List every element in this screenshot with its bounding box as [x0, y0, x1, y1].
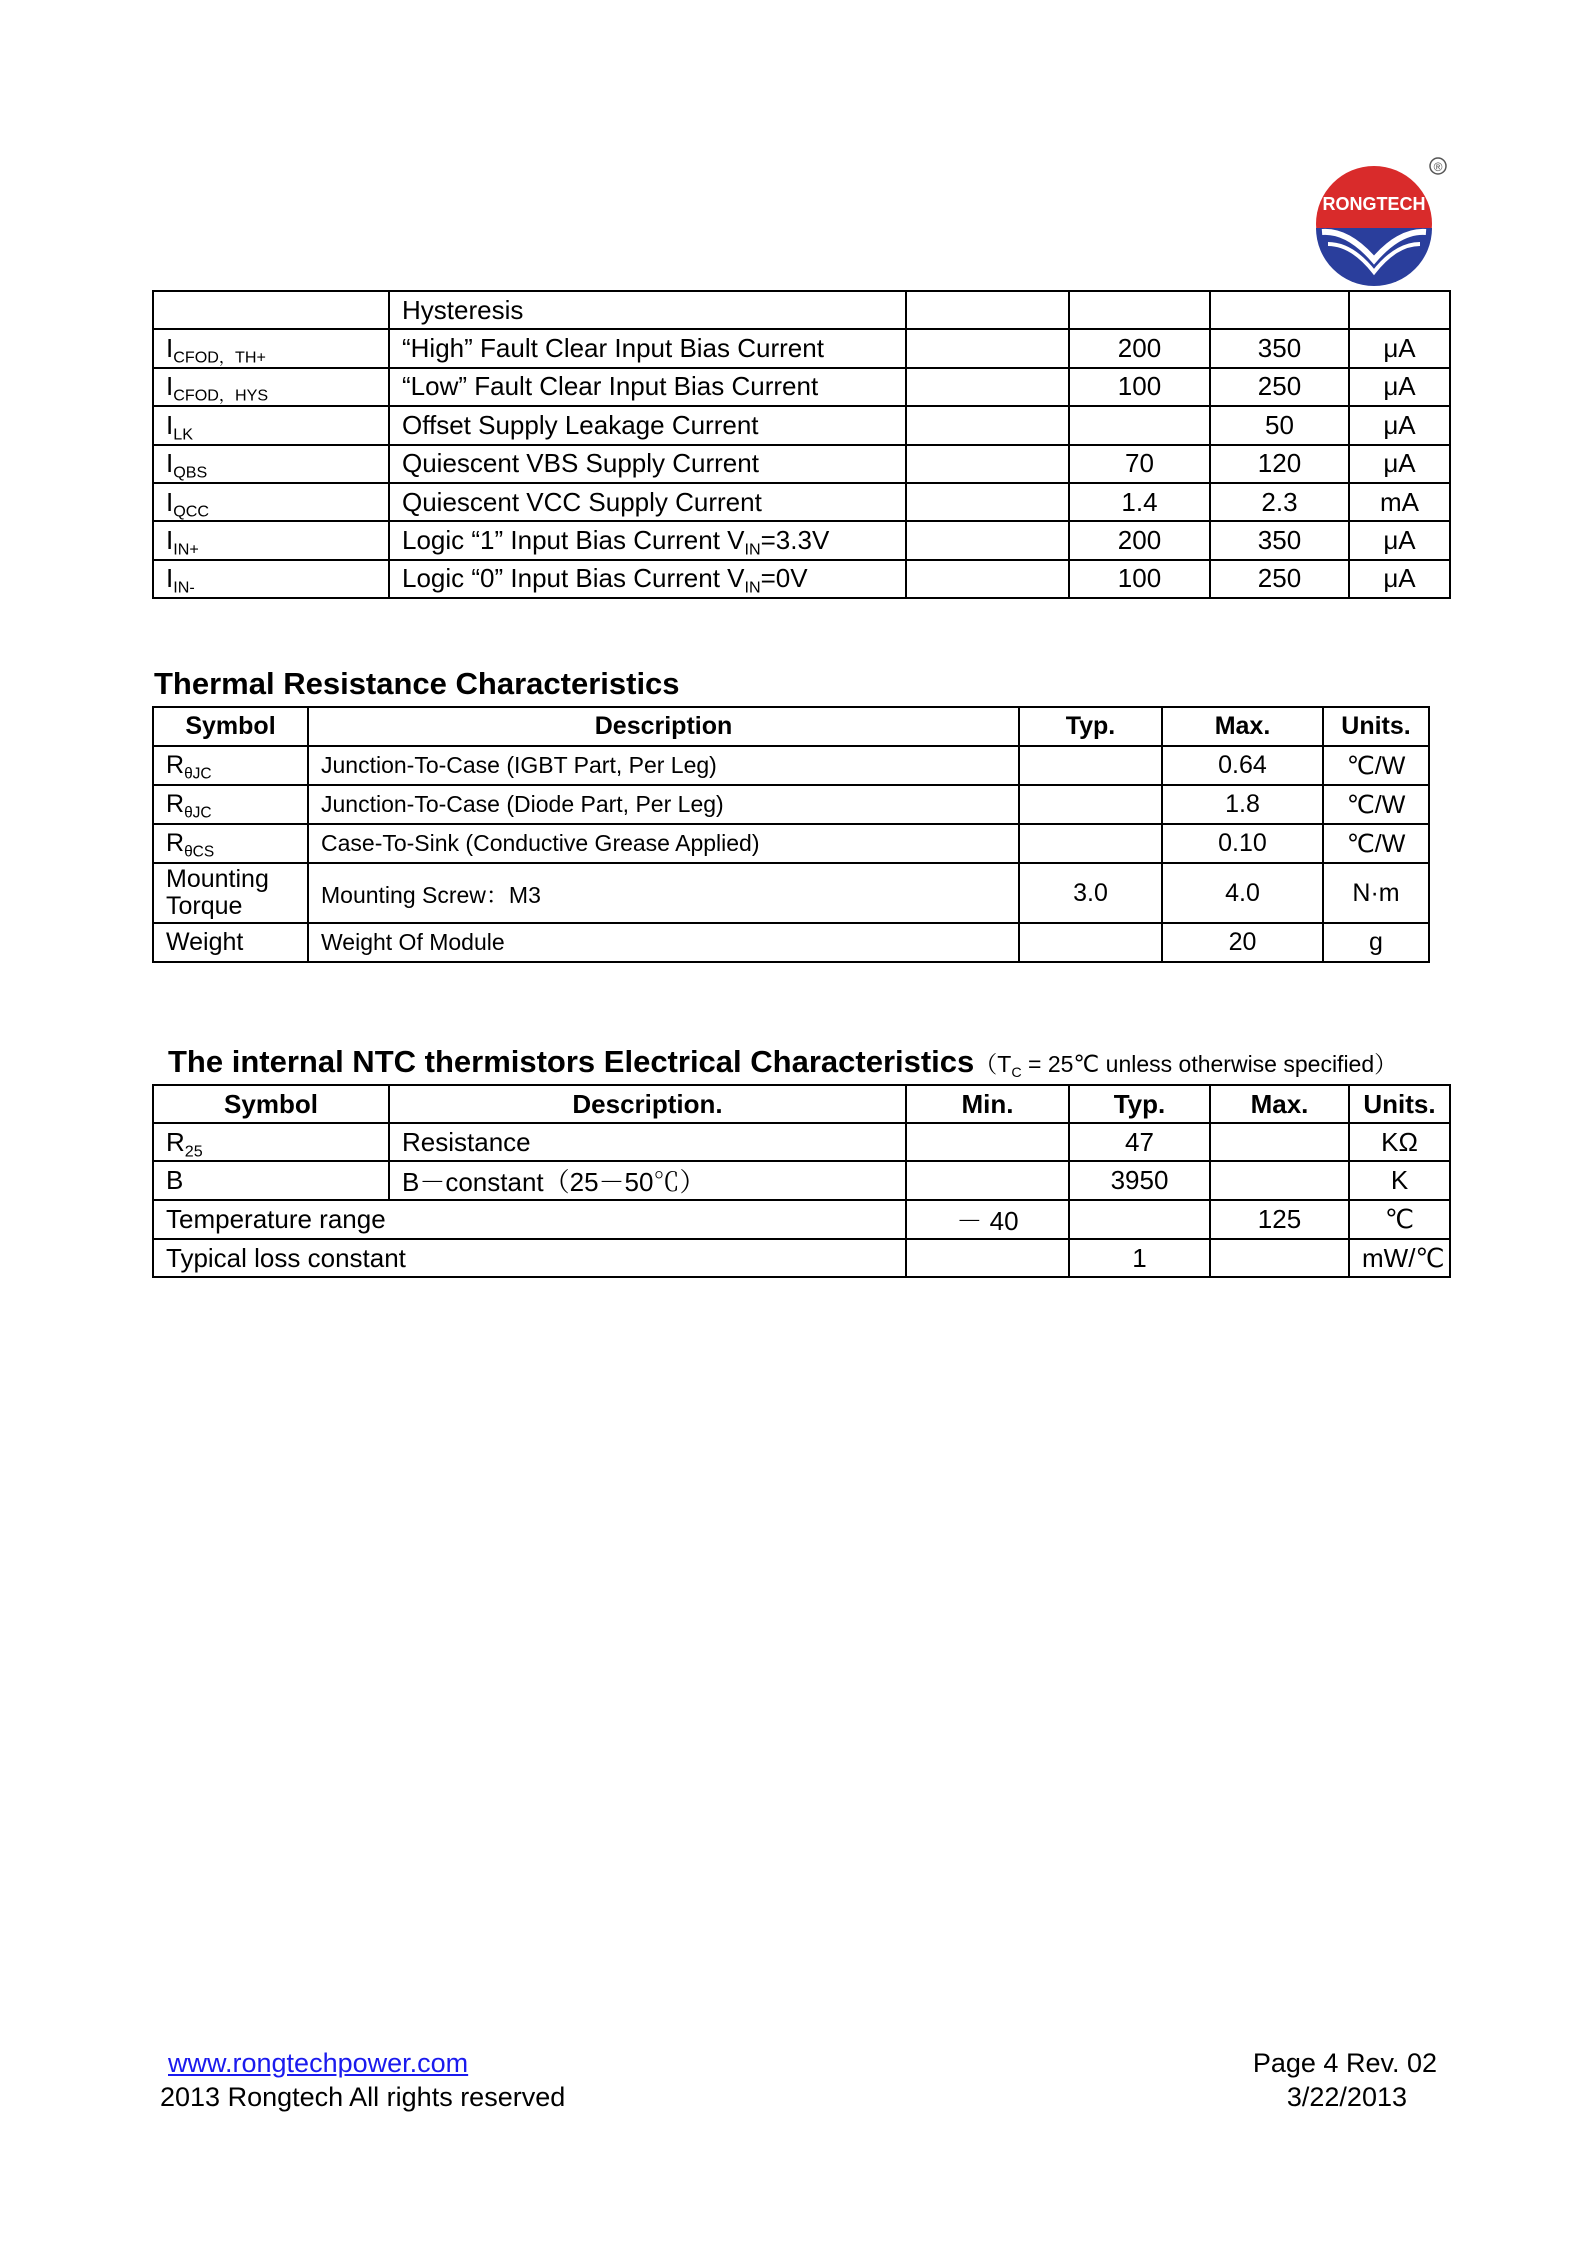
header-description: Description — [308, 707, 1019, 746]
unit-cell: ℃ — [1349, 1200, 1450, 1239]
symbol-cell — [153, 291, 389, 329]
typ-cell — [1019, 746, 1162, 785]
table-row — [153, 1239, 1450, 1277]
min-cell — [906, 368, 1069, 406]
max-cell: 0.64 — [1162, 746, 1323, 785]
symbol-cell: $I_{QCC}$ — [153, 483, 389, 521]
symbol-cell: $I_{QBS}$ — [153, 445, 389, 483]
max-cell: 20 — [1162, 923, 1323, 962]
max-cell — [1210, 1239, 1349, 1277]
symbol-cell: Weight — [153, 923, 308, 962]
header-symbol: Symbol — [153, 707, 308, 746]
description-cell: Case-To-Sink (Conductive Grease Applied) — [308, 824, 1019, 863]
ntc-thermistor-table — [152, 1084, 1451, 1278]
max-cell: 125 — [1210, 1200, 1349, 1239]
typ-cell — [1069, 406, 1210, 444]
description-cell: B－constant（25－50℃） — [389, 1161, 906, 1200]
table-row — [153, 1123, 1450, 1161]
unit-cell: μA — [1349, 368, 1450, 406]
description-cell: Logic “1” Input Bias Current $V_{IN}=3.3V$ — [389, 521, 906, 559]
description-cell: Junction-To-Case (Diode Part, Per Leg) — [308, 785, 1019, 824]
description-cell: Resistance — [389, 1123, 906, 1161]
description-cell: “Low” Fault Clear Input Bias Current — [389, 368, 906, 406]
table-row — [153, 746, 1429, 785]
ntc-heading — [168, 1044, 1397, 1080]
label-cell: Temperature range — [153, 1200, 906, 1239]
symbol-cell: B — [153, 1161, 389, 1200]
table-row — [153, 445, 1450, 483]
min-cell: － 40 — [906, 1200, 1069, 1239]
typ-cell — [1019, 824, 1162, 863]
symbol-cell: $R_{25}$ — [153, 1123, 389, 1161]
max-cell: 350 — [1210, 521, 1349, 559]
symbol-cell: $I_{CFOD,HYS}$ — [153, 368, 389, 406]
label-cell: Typical loss constant — [153, 1239, 906, 1277]
website-link[interactable]: www.rongtechpower.com — [168, 2048, 469, 2078]
ntc-header-row — [153, 1085, 1450, 1123]
typ-cell: 3.0 — [1019, 863, 1162, 923]
min-cell — [906, 406, 1069, 444]
typ-cell: 70 — [1069, 445, 1210, 483]
typ-cell — [1069, 291, 1210, 329]
header-typ: Typ. — [1069, 1085, 1210, 1123]
symbol-cell: Mounting Torque — [153, 863, 308, 923]
description-cell: Mounting Screw：M3 — [308, 863, 1019, 923]
table-row — [153, 329, 1450, 367]
table-row — [153, 521, 1450, 559]
max-cell — [1210, 1123, 1349, 1161]
thermal-header-row — [153, 707, 1429, 746]
ntc-note: （$T_C$ = 25℃ unless otherwise specified） — [974, 1051, 1398, 1081]
typ-cell — [1069, 1200, 1210, 1239]
electrical-characteristics-table — [152, 290, 1451, 599]
table-row — [153, 824, 1429, 863]
max-cell — [1210, 291, 1349, 329]
header-max: Max. — [1210, 1085, 1349, 1123]
unit-cell: KΩ — [1349, 1123, 1450, 1161]
header-units: Units. — [1349, 1085, 1450, 1123]
registered-mark: ® — [1433, 160, 1443, 174]
unit-cell: μA — [1349, 445, 1450, 483]
min-cell — [906, 445, 1069, 483]
unit-cell: ℃/W — [1323, 824, 1429, 863]
symbol-cell: $I_{IN+}$ — [153, 521, 389, 559]
header-min: Min. — [906, 1085, 1069, 1123]
max-cell — [1210, 1161, 1349, 1200]
typ-cell: 100 — [1069, 368, 1210, 406]
min-cell — [906, 1123, 1069, 1161]
max-cell: 0.10 — [1162, 824, 1323, 863]
footer-copyright: 2013 Rongtech All rights reserved — [160, 2082, 566, 2112]
typ-cell: 200 — [1069, 521, 1210, 559]
logo-text: RONGTECH — [1322, 194, 1426, 214]
description-cell: Quiescent VBS Supply Current — [389, 445, 906, 483]
table-row — [153, 1200, 1450, 1239]
unit-cell: μA — [1349, 329, 1450, 367]
footer-website[interactable] — [168, 2048, 468, 2079]
unit-cell: ℃/W — [1323, 785, 1429, 824]
table-row — [153, 406, 1450, 444]
symbol-cell: $I_{CFOD,TH+}$ — [153, 329, 389, 367]
symbol-cell: $I_{LK}$ — [153, 406, 389, 444]
table-row — [153, 1161, 1450, 1200]
ntc-title: The internal NTC thermistors Electrical Characteristics — [168, 1044, 975, 1079]
min-cell — [906, 483, 1069, 521]
max-cell: 1.8 — [1162, 785, 1323, 824]
max-cell: 120 — [1210, 445, 1349, 483]
header-description: Description. — [389, 1085, 906, 1123]
unit-cell: ℃/W — [1323, 746, 1429, 785]
unit-cell: μA — [1349, 521, 1450, 559]
table-row — [153, 923, 1429, 962]
symbol-cell: $R_{\theta CS}$ — [153, 824, 308, 863]
unit-cell: N·m — [1323, 863, 1429, 923]
table-row — [153, 785, 1429, 824]
max-cell: 250 — [1210, 368, 1349, 406]
table-row — [153, 368, 1450, 406]
rongtech-logo — [1308, 152, 1448, 292]
typ-cell — [1019, 923, 1162, 962]
min-cell — [906, 1161, 1069, 1200]
table-row — [153, 863, 1429, 923]
footer-page: Page 4 Rev. 02 — [1252, 2048, 1437, 2078]
max-cell: 4.0 — [1162, 863, 1323, 923]
max-cell: 50 — [1210, 406, 1349, 444]
table-row — [153, 291, 1450, 329]
max-cell: 250 — [1210, 560, 1349, 598]
symbol-cell: $R_{\theta JC}$ — [153, 746, 308, 785]
symbol-cell: $I_{IN-}$ — [153, 560, 389, 598]
min-cell — [906, 291, 1069, 329]
thermal-heading: Thermal Resistance Characteristics — [154, 666, 680, 701]
unit-cell: K — [1349, 1161, 1450, 1200]
symbol-cell: $R_{\theta JC}$ — [153, 785, 308, 824]
typ-cell: 200 — [1069, 329, 1210, 367]
header-typ: Typ. — [1019, 707, 1162, 746]
unit-cell: μA — [1349, 560, 1450, 598]
thermal-resistance-table — [152, 706, 1430, 963]
header-units: Units. — [1323, 707, 1429, 746]
min-cell — [906, 521, 1069, 559]
typ-cell — [1019, 785, 1162, 824]
description-cell: Logic “0” Input Bias Current $V_{IN}=0V$ — [389, 560, 906, 598]
min-cell — [906, 1239, 1069, 1277]
typ-cell: 3950 — [1069, 1161, 1210, 1200]
unit-cell: mA — [1349, 483, 1450, 521]
description-cell: “High” Fault Clear Input Bias Current — [389, 329, 906, 367]
typ-cell: 47 — [1069, 1123, 1210, 1161]
unit-cell: μA — [1349, 406, 1450, 444]
min-cell — [906, 560, 1069, 598]
typ-cell: 100 — [1069, 560, 1210, 598]
table-row — [153, 483, 1450, 521]
max-cell: 350 — [1210, 329, 1349, 367]
typ-cell: 1.4 — [1069, 483, 1210, 521]
header-max: Max. — [1162, 707, 1323, 746]
max-cell: 2.3 — [1210, 483, 1349, 521]
description-cell: Junction-To-Case (IGBT Part, Per Leg) — [308, 746, 1019, 785]
table-row — [153, 560, 1450, 598]
min-cell — [906, 329, 1069, 367]
description-cell: Weight Of Module — [308, 923, 1019, 962]
description-cell: Hysteresis — [389, 291, 906, 329]
header-symbol: Symbol — [153, 1085, 389, 1123]
description-cell: Quiescent VCC Supply Current — [389, 483, 906, 521]
description-cell: Offset Supply Leakage Current — [389, 406, 906, 444]
unit-cell: mW/℃ — [1349, 1239, 1450, 1277]
unit-cell: g — [1323, 923, 1429, 962]
unit-cell — [1349, 291, 1450, 329]
typ-cell: 1 — [1069, 1239, 1210, 1277]
footer-date: 3/22/2013 — [1286, 2082, 1407, 2112]
